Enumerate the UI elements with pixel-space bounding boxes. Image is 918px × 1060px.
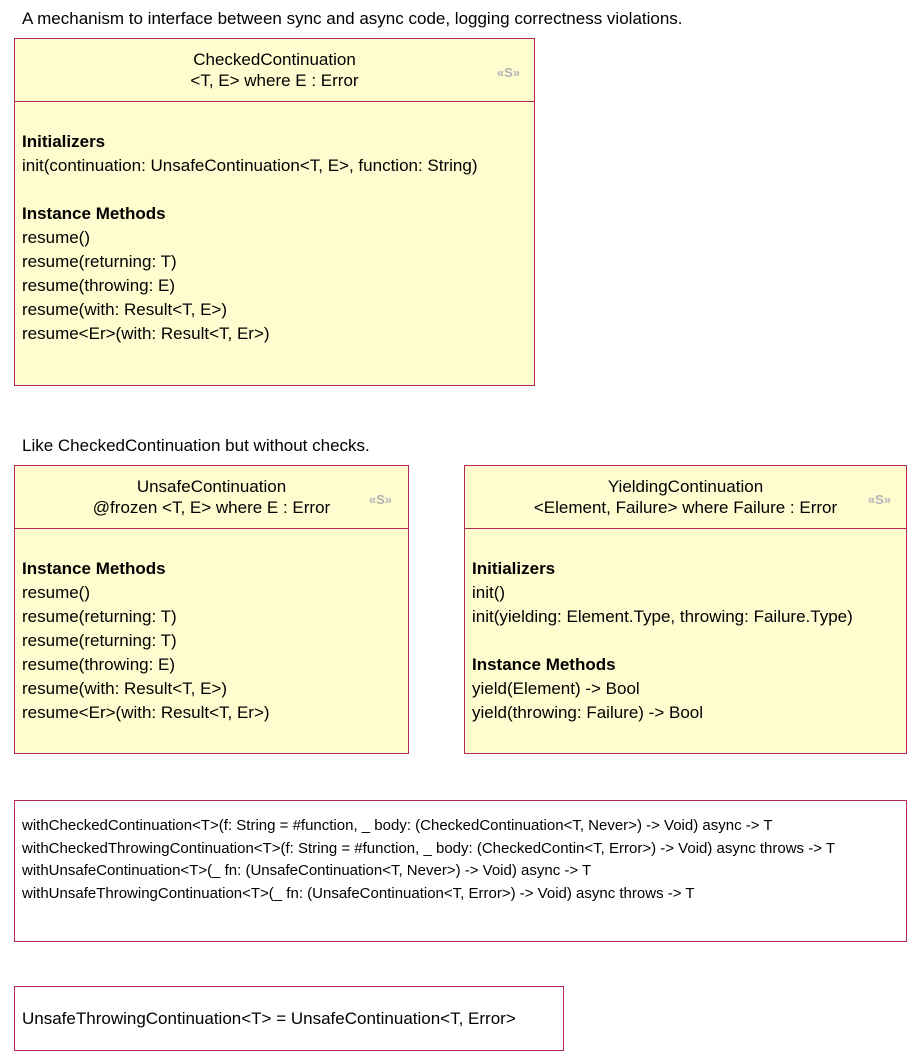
typealias-box: [14, 986, 564, 1051]
yielding-generics: <Element, Failure> where Failure : Error: [533, 498, 838, 517]
yielding-method: yield(throwing: Failure) -> Bool: [472, 703, 704, 722]
unsafe-method: resume(with: Result<T, E>): [22, 679, 228, 698]
checked-generics: <T, E> where E : Error: [190, 71, 359, 90]
global-functions-list: [15, 801, 906, 905]
yielding-name: YieldingContinuation: [607, 477, 764, 496]
checked-method: resume(with: Result<T, E>): [22, 300, 228, 319]
unsafe-method: resume(returning: T): [22, 631, 177, 650]
unsafe-header: [15, 466, 408, 529]
unsafe-generics: @frozen <T, E> where E : Error: [92, 498, 331, 517]
unsafe-caption: Like CheckedContinuation but without checks.: [22, 436, 370, 455]
global-functions-box: [14, 800, 907, 942]
function-signature: withCheckedContinuation<T>(f: String = #function, _ body: (CheckedContinuation<T, Never>) -> Void) async -> T: [22, 817, 773, 834]
checked-body: [15, 102, 534, 346]
checked-initializers-title: Initializers: [22, 132, 106, 151]
yielding-continuation-class: [464, 465, 907, 754]
checked-method: resume(throwing: E): [22, 276, 176, 295]
unsafe-continuation-class: [14, 465, 409, 754]
checked-methods-title: Instance Methods: [22, 204, 166, 223]
yielding-method: yield(Element) -> Bool: [472, 679, 640, 698]
unsafe-methods-title: Instance Methods: [22, 559, 166, 578]
checked-method: resume<Er>(with: Result<T, Er>): [22, 324, 270, 343]
checked-initializer: init(continuation: UnsafeContinuation<T, E>, function: String): [22, 156, 478, 175]
unsafe-method: resume<Er>(with: Result<T, Er>): [22, 703, 270, 722]
unsafe-method: resume(): [22, 583, 91, 602]
yielding-stereotype: «S»: [867, 492, 891, 507]
checked-continuation-class: [14, 38, 535, 386]
yielding-initializer: init(): [472, 583, 506, 602]
unsafe-body: [15, 529, 408, 725]
checked-stereotype: «S»: [496, 65, 520, 80]
checked-name: CheckedContinuation: [193, 50, 356, 69]
unsafe-method: resume(throwing: E): [22, 655, 176, 674]
yielding-methods-title: Instance Methods: [472, 655, 616, 674]
yielding-initializer: init(yielding: Element.Type, throwing: Failure.Type): [472, 607, 853, 626]
checked-method: resume(returning: T): [22, 252, 177, 271]
typealias-text: UnsafeThrowingContinuation<T> = UnsafeContinuation<T, Error>: [22, 1009, 516, 1028]
function-signature: withCheckedThrowingContinuation<T>(f: String = #function, _ body: (CheckedContin<T, Error>) -> Void) async throws -> T: [22, 839, 836, 857]
yielding-initializers-title: Initializers: [472, 559, 556, 578]
function-signature: withUnsafeContinuation<T>(_ fn: (UnsafeContinuation<T, Never>) -> Void) async -> T: [22, 862, 592, 879]
yielding-body: [465, 529, 906, 725]
unsafe-stereotype: «S»: [368, 492, 392, 507]
function-signature: withUnsafeThrowingContinuation<T>(_ fn: (UnsafeContinuation<T, Error>) -> Void) async throws -> T: [22, 884, 695, 902]
unsafe-method: resume(returning: T): [22, 607, 177, 626]
checked-caption: A mechanism to interface between sync and async code, logging correctness violations.: [22, 9, 683, 28]
unsafe-name: UnsafeContinuation: [136, 477, 287, 496]
yielding-header: [465, 466, 906, 529]
checked-method: resume(): [22, 228, 91, 247]
checked-header: [15, 39, 534, 102]
